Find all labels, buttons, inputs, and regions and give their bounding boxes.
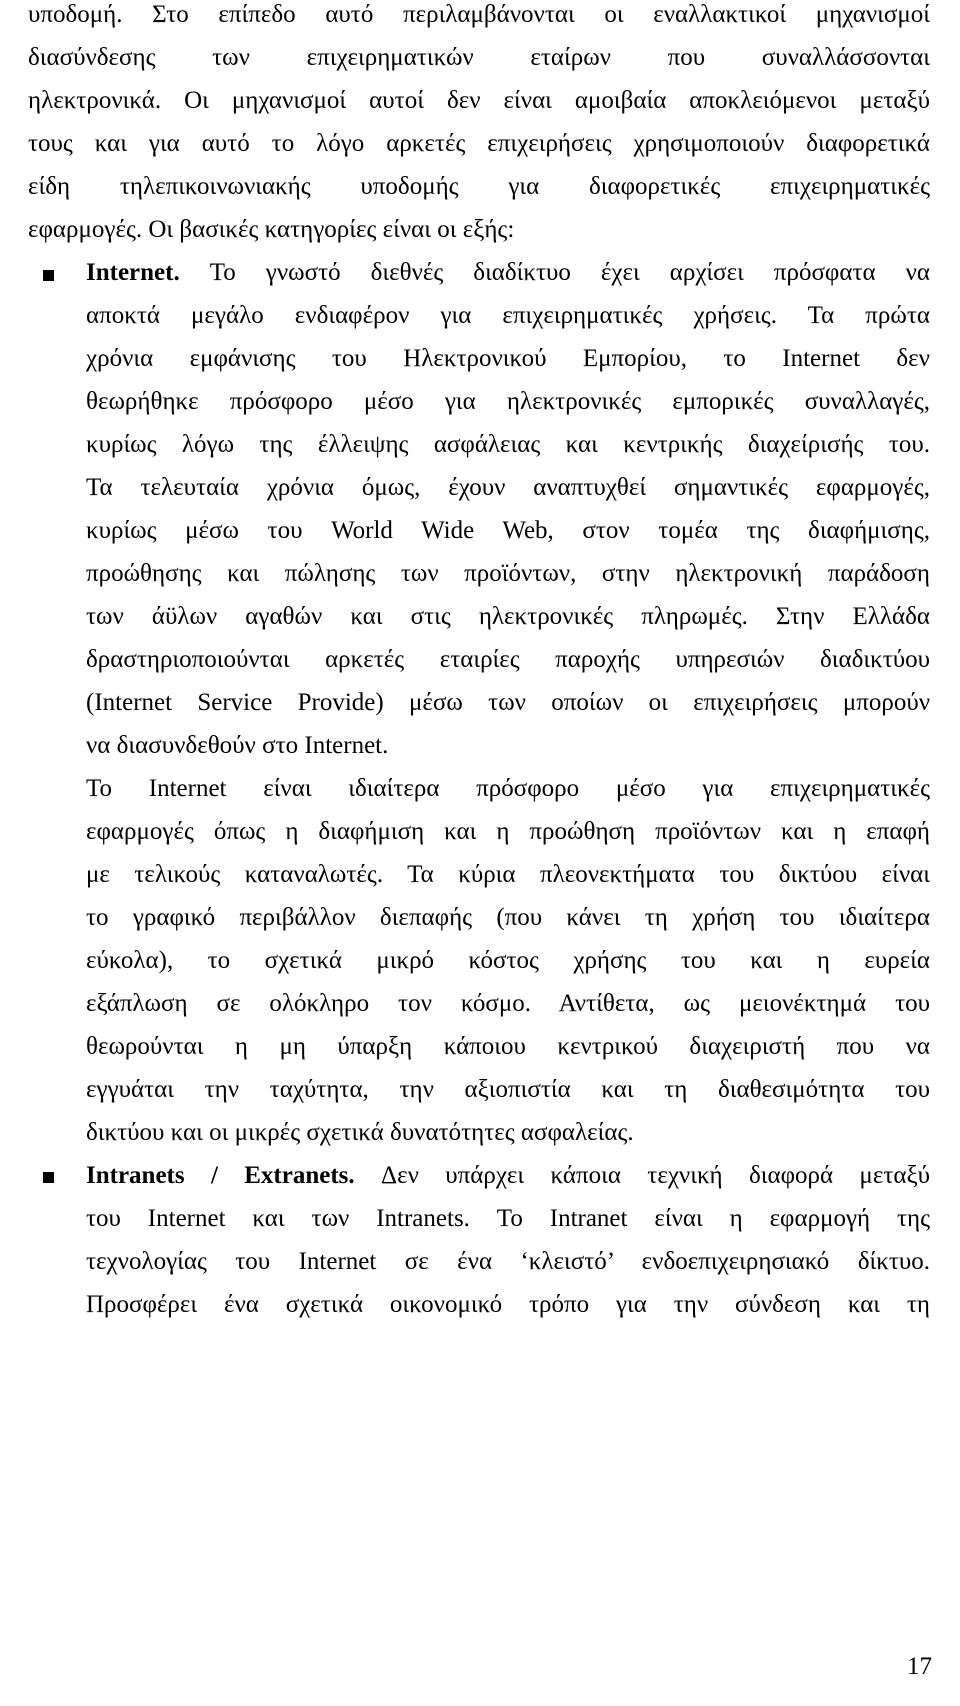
intro-line: διασύνδεσης των επιχειρηματικών εταίρων που συναλλάσσονται	[28, 44, 930, 71]
internet-para2-line: εξάπλωση σε ολόκληρο τον κόσμο. Αντίθετα, ως μειονέκτημά του	[86, 990, 930, 1017]
intranets-line: του Internet και των Intranets. Το Intranet είναι η εφαρμογή της	[86, 1205, 930, 1232]
internet-para2-line: θεωρούνται η μη ύπαρξη κάποιου κεντρικού διαχειριστή που να	[86, 1033, 930, 1060]
internet-line: χρόνια εμφάνισης του Ηλεκτρονικού Εμπορίου, το Internet δεν	[86, 345, 930, 372]
intranets-line: τεχνολογίας του Internet σε ένα ‘κλειστό’ ενδοεπιχειρησιακό δίκτυο.	[86, 1248, 930, 1275]
internet-line: να διασυνδεθούν στο Internet.	[86, 732, 389, 759]
bullet-icon	[43, 1172, 54, 1183]
internet-line: δραστηριοποιούνται αρκετές εταιρίες παροχής υπηρεσιών διαδικτύου	[86, 646, 930, 673]
bullet-icon	[43, 270, 54, 281]
internet-para2-line: με τελικούς καταναλωτές. Τα κύρια πλεονεκτήματα του δικτύου είναι	[86, 861, 930, 888]
intro-line: είδη τηλεπικοινωνιακής υποδομής για διαφορετικές επιχειρηματικές	[28, 173, 930, 200]
page-number: 17	[907, 1653, 932, 1680]
internet-line: Τα τελευταία χρόνια όμως, έχουν αναπτυχθεί σημαντικές εφαρμογές,	[86, 474, 930, 501]
intranets-first-line	[86, 1161, 930, 1191]
internet-line: αποκτά μεγάλο ενδιαφέρον για επιχειρηματικές χρήσεις. Τα πρώτα	[86, 302, 930, 329]
internet-term: Internet.	[86, 259, 180, 286]
internet-line: των άϋλων αγαθών και στις ηλεκτρονικές πληρωμές. Στην Ελλάδα	[86, 603, 930, 630]
intro-line: τους και για αυτό το λόγο αρκετές επιχειρήσεις χρησιμοποιούν διαφορετικά	[28, 130, 930, 157]
internet-para2-line: το γραφικό περιβάλλον διεπαφής (που κάνει τη χρήση του ιδιαίτερα	[86, 904, 930, 931]
internet-line: (Internet Service Provide) μέσω των οποίων οι επιχειρήσεις μπορούν	[86, 689, 930, 716]
intro-line: ηλεκτρονικά. Οι μηχανισμοί αυτοί δεν είναι αμοιβαία αποκλειόμενοι μεταξύ	[28, 87, 930, 114]
internet-para2-line: εφαρμογές όπως η διαφήμιση και η προώθηση προϊόντων και η επαφή	[86, 818, 930, 845]
internet-para2-line: εύκολα), το σχετικά μικρό κόστος χρήσης του και η ευρεία	[86, 947, 930, 974]
internet-para2-line: δικτύου και οι μικρές σχετικά δυνατότητες ασφαλείας.	[86, 1119, 634, 1146]
internet-line: κυρίως λόγω της έλλειψης ασφάλειας και κεντρικής διαχείρισής του.	[86, 431, 930, 458]
internet-para2-line: Το Internet είναι ιδιαίτερα πρόσφορο μέσο για επιχειρηματικές	[86, 775, 930, 802]
internet-first-line	[86, 258, 930, 288]
internet-line: κυρίως μέσω του World Wide Web, στον τομέα της διαφήμισης,	[86, 517, 930, 544]
internet-first-line-rest: Το γνωστό διεθνές διαδίκτυο έχει αρχίσει πρόσφατα να	[209, 259, 930, 286]
internet-line: προώθησης και πώλησης των προϊόντων, στην ηλεκτρονική παράδοση	[86, 560, 930, 587]
intro-line: υποδομή. Στο επίπεδο αυτό περιλαμβάνονται οι εναλλακτικοί μηχανισμοί	[28, 1, 930, 28]
internet-para2-line: εγγυάται την ταχύτητα, την αξιοπιστία και τη διαθεσιμότητα του	[86, 1076, 930, 1103]
intro-line: εφαρμογές. Οι βασικές κατηγορίες είναι οι εξής:	[28, 216, 515, 243]
intranets-first-line-rest: Δεν υπάρχει κάποια τεχνική διαφορά μεταξύ	[381, 1162, 931, 1189]
intranets-term: Intranets / Extranets.	[86, 1162, 355, 1189]
internet-line: θεωρήθηκε πρόσφορο μέσο για ηλεκτρονικές εμπορικές συναλλαγές,	[86, 388, 930, 415]
intranets-line: Προσφέρει ένα σχετικά οικονομικό τρόπο για την σύνδεση και τη	[86, 1291, 930, 1318]
